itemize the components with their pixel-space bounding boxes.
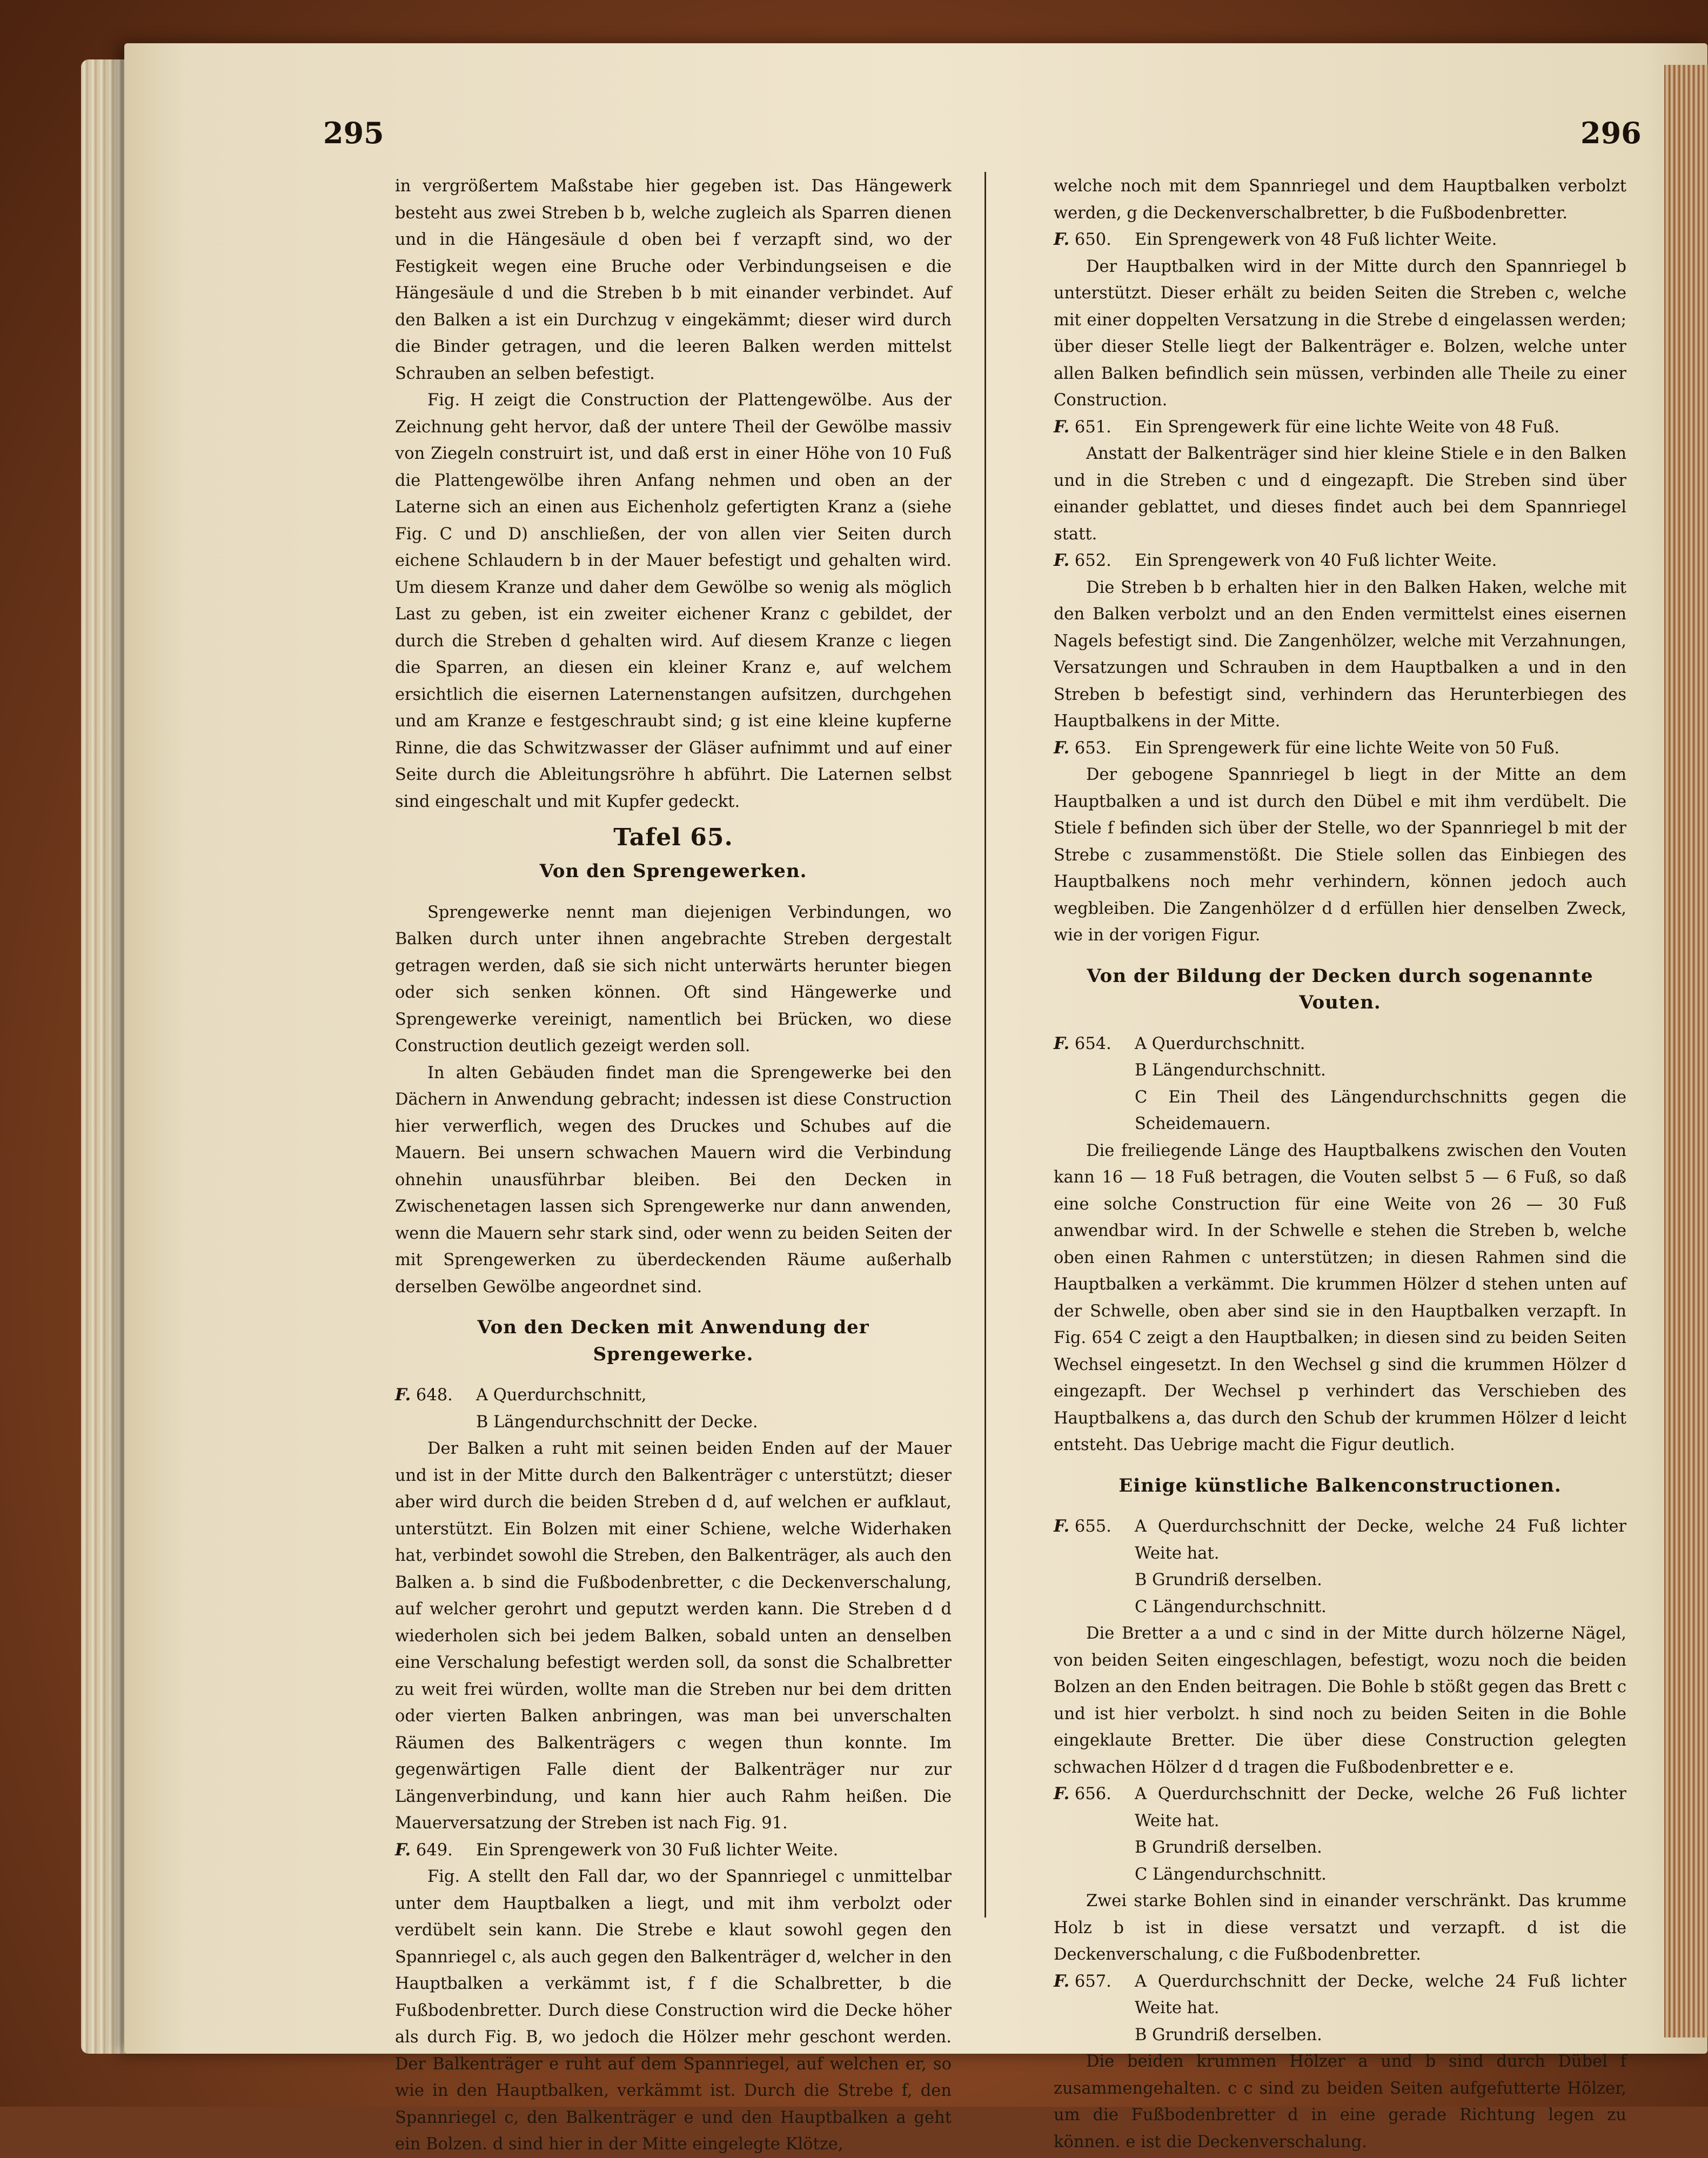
paragraph: welche noch mit dem Spannriegel und dem Hauptbalken verbolzt werden, g die Deckenverschalbretter, b die Fußbodenbretter. [1054,177,1626,223]
entry-body: Fig. A stellt den Fall dar, wo der Spannriegel c unmittelbar unter dem Hauptbalken a liegt, und mit ihm verbolzt oder verdübelt sein kann. Die Strebe e klaut sowohl gegen den Spannriegel c, als auch gegen den Balkenträger d, welcher in den Hauptbalken a verkämmt ist, f f die Schalbretter, b die Fußbodenbretter. Durch diese Construction wird die Decke höher als durch Fig. B, wo jedoch die Hölzer mehr geschont werden. Der Balkenträger e ruht auf dem Spannriegel, auf welchen er, so wie in den Hauptbalken, verkämmt ist. Durch die Strebe f, den Spannriegel c, den Balkenträger e und den Hauptbalken a geht ein Bolzen. d sind hier in der Mitte eingelegte Klötze, [395,1867,952,2154]
entry-body: Zwei starke Bohlen sind in einander verschränkt. Das krumme Holz b ist in diese versatzt und verzapft. d ist die Deckenverschalung, c die Fußbodenbretter. [1054,1892,1626,1964]
section-title: Von den Sprengewerken. [539,860,807,882]
left-column [395,173,952,2158]
entry-body: Der Hauptbalken wird in der Mitte durch den Spannriegel b unterstützt. Dieser erhält zu beiden Seiten die Streben c, welche mit einer doppelten Versatzung in die Strebe d eingelassen werden; über dieser Stelle liegt der Balkenträger e. Bolzen, welche unter allen Balken befindlich sein müssen, verbinden alle Theile zu einer Construction. [1054,257,1626,410]
figure-entry [1054,1968,1626,2049]
figure-label: F. 653. [1054,738,1111,758]
entry-line: B Grundriß derselben. [1135,2025,1322,2045]
entry-body: Die Bretter a a und c sind in der Mitte durch hölzerne Nägel, von beiden Seiten eingeschlagen, befestigt, wozu noch die beiden Bolzen an den Enden beitragen. Die Bohle b stößt gegen das Brett c und ist hier verbolzt. h sind noch zu beiden Seiten in die Bohle eingeklaute Bretter. Die über diese Construction gelegten schwachen Hölzer d d tragen die Fußbodenbretter e e. [1054,1624,1626,1777]
entry-line: Ein Sprengewerk von 48 Fuß lichter Weite. [1135,230,1497,249]
entry-line: Ein Sprengewerk für eine lichte Weite von 48 Fuß. [1135,417,1560,437]
figure-entry [1054,735,1626,762]
entry-line: B Längendurchschnitt. [1135,1061,1326,1080]
figure-label: F. 654. [1054,1033,1111,1053]
entry-line: B Grundriß derselben. [1135,1838,1322,1857]
figure-label: F. 655. [1054,1516,1111,1536]
section-title: Von der Bildung der Decken durch sogenannte Vouten. [1087,965,1593,1013]
entry-line: A Querdurchschnitt der Decke, welche 26 Fuß lichter Weite hat. [1135,1785,1626,1830]
entry-line: Ein Sprengewerk von 30 Fuß lichter Weite. [476,1840,839,1860]
page-number-right: 296 [1580,116,1642,150]
tafel-title: Tafel 65. [613,824,733,851]
figure-entry [1054,1031,1626,1138]
figure-entry [395,1837,952,1864]
entry-line: A Querdurchschnitt der Decke, welche 24 Fuß lichter Weite hat. [1135,1517,1626,1563]
entry-line: A Querdurchschnitt, [476,1386,647,1405]
section-title: Von den Decken mit Anwendung der Sprengewerke. [477,1317,869,1365]
entry-line: C Längendurchschnitt. [1135,1597,1327,1616]
figure-entry [1054,1781,1626,1888]
entry-body: Der gebogene Spannriegel b liegt in der Mitte an dem Hauptbalken a und ist durch den Dübel e mit ihm verdübelt. Die Stiele f befinden sich über der Stelle, wo der Spannriegel b mit der Strebe c zusammenstößt. Die Stiele sollen das Einbiegen des Hauptbalkens noch mehr verhindern, können jedoch auch wegbleiben. Die Zangenhölzer d d erfüllen hier denselben Zweck, wie in der vorigen Figur. [1054,765,1626,945]
entry-line: B Grundriß derselben. [1135,1571,1322,1589]
entry-line: B Längendurchschnitt der Decke. [476,1412,758,1432]
entry-body: Die Streben b b erhalten hier in den Balken Haken, welche mit den Balken verbolzt und an den Enden vermittelst eines eisernen Nagels befestigt sind. Die Zangenhölzer, welche mit Verzahnungen, Versatzungen und Schrauben in dem Hauptbalken a und in den Streben b befestigt sind, verhindern das Herunterbiegen des Hauptbalkens in der Mitte. [1054,578,1626,731]
entry-body: Der Balken a ruht mit seinen beiden Enden auf der Mauer und ist in der Mitte durch den Balkenträger c unterstützt; dieser aber wird durch die beiden Streben d d, auf welchen er aufklaut, unterstützt. Ein Bolzen mit einer Schiene, welche Widerhaken hat, verbindet sowohl die Streben, den Balkenträger, als auch den Balken a. b sind die Fußbodenbretter, c die Deckenverschalung, auf welcher gerohrt und geputzt werden kann. Die Streben d d wiederholen sich bei jedem Balken, sobald unten an denselben eine Verschalung befestigt werden soll, da sonst die Schalbretter zu weit frei würden, wollte man die Streben nur bei dem dritten oder vierten Balken anbringen, was man bei unverschalten Räumen des Balkenträgers c wegen thun konnte. Im gegenwärtigen Falle dient der Balkenträger nur zur Längenverbindung, und kann hier auch Rahm heißen. Die Mauerversatzung der Streben ist nach Fig. 91. [395,1439,952,1833]
figure-label: F. 649. [395,1840,453,1860]
figure-entry [1054,414,1626,441]
entry-body: Die beiden krummen Hölzer a und b sind durch Dübel f zusammengehalten. c c sind zu beiden Seiten aufgefutterte Hölzer, um die Fußbodenbretter d in eine gerade Richtung legen zu können. e ist die Deckenverschalung. [1054,2052,1626,2152]
page-number-left: 295 [323,116,384,150]
paragraph: In alten Gebäuden findet man die Sprengewerke bei den Dächern in Anwendung gebracht; indessen ist diese Construction hier verwerflich, wegen des Druckes und Schubes auf die Mauern. Bei unsern schwachen Mauern wird die Verbindung ohnehin unausführbar bleiben. Bei den Decken in Zwischenetagen lassen sich Sprengewerke nur dann anwenden, wenn die Mauern sehr stark sind, oder wenn zu beiden Seiten der mit Sprengewerken zu überdeckenden Räume außerhalb derselben Gewölbe angeordnet sind. [395,1063,952,1297]
figure-entry [1054,547,1626,574]
figure-entry [1054,1513,1626,1620]
entry-line: C Ein Theil des Längendurchschnitts gegen die Scheidemauern. [1135,1087,1626,1133]
entry-body: Die freiliegende Länge des Hauptbalkens zwischen den Vouten kann 16 — 18 Fuß betragen, die Vouten selbst 5 — 6 Fuß, so daß eine solche Construction für eine Weite von 26 — 30 Fuß anwendbar wird. In der Schwelle e stehen die Streben b, welche oben einen Rahmen c unterstützen; in diesen Rahmen sind die Hauptbalken a verkämmt. Die krummen Hölzer d stehen unten auf der Schwelle, oben aber sind sie in den Hauptbalken verzapft. In Fig. 654 C zeigt a den Hauptbalken; in diesen sind zu beiden Seiten Wechsel eingesetzt. In den Wechsel g sind die krummen Hölzer d eingezapft. Der Wechsel p verhindert das Verschieben des Hauptbalkens a, das durch den Schub der krummen Hölzer d leicht entsteht. Das Uebrige macht die Figur deutlich. [1054,1141,1626,1454]
entry-line: A Querdurchschnitt. [1135,1034,1305,1053]
column-divider [984,172,986,1918]
figure-label: F. 650. [1054,230,1111,249]
entry-line: Ein Sprengewerk von 40 Fuß lichter Weite. [1135,551,1497,570]
entry-line: A Querdurchschnitt der Decke, welche 24 Fuß lichter Weite hat. [1135,1972,1626,2017]
paragraph: Fig. H zeigt die Construction der Plattengewölbe. Aus der Zeichnung geht hervor, daß der untere Theil der Gewölbe massiv von Ziegeln construirt ist, und daß erst in einer Höhe von 10 Fuß die Plattengewölbe ihren Anfang nehmen und oben an der Laterne sich an einen aus Eichenholz gefertigten Kranz a (siehe Fig. C und D) anschließen, der von allen vier Seiten durch eichene Schlaudern b in der Mauer befestigt und gehalten wird. Um diesem Kranze und daher dem Gewölbe so wenig als möglich Last zu geben, ist ein zweiter eichener Kranz c gebildet, der durch die Streben d gehalten wird. Auf diesem Kranze c liegen die Sparren, an diesen ein kleiner Kranz e, auf welchem ersichtlich die eisernen Laternenstangen aufsitzen, durchgehen und am Kranze e festgeschraubt sind; g ist eine kleine kupferne Rinne, die das Schwitzwasser der Gläser aufnimmt und auf einer Seite durch die Ableitungsröhre h abführt. Die Laternen selbst sind eingeschalt und mit Kupfer gedeckt. [395,391,952,811]
figure-label: F. 656. [1054,1784,1111,1803]
section-title: Einige künstliche Balkenconstructionen. [1118,1474,1562,1496]
entry-line: Ein Sprengewerk für eine lichte Weite von 50 Fuß. [1135,738,1560,758]
right-column [1054,173,1626,2155]
figure-label: F. 651. [1054,417,1111,437]
page-edges-right [1664,65,1708,2037]
figure-entry [395,1382,952,1435]
paragraph: Sprengewerke nennt man diejenigen Verbindungen, wo Balken durch unter ihnen angebrachte Streben dergestalt getragen werden, daß sie sich nicht unterwärts herunter biegen oder sich senken können. Oft sind Hängewerke und Sprengewerke vereinigt, namentlich bei Brücken, wo diese Construction deutlich gezeigt werden soll. [395,903,952,1055]
figure-label: F. 648. [395,1385,453,1405]
entry-line: C Längendurchschnitt. [1135,1865,1327,1884]
paragraph: in vergrößertem Maßstabe hier gegeben ist. Das Hängewerk besteht aus zwei Streben b b, welche zugleich als Sparren dienen und in die Hängesäule d oben bei f verzapft sind, wo der Festigkeit wegen eine Bruche oder Verbindungseisen e die Hängesäule d und die Streben b b mit einander verbindet. Auf den Balken a ist ein Durchzug v eingekämmt; dieser wird durch die Binder getragen, und die leeren Balken werden mittelst Schrauben an selben befestigt. [395,177,952,383]
entry-body: Anstatt der Balkenträger sind hier kleine Stiele e in den Balken und in die Streben c und d eingezapft. Die Streben sind über einander geblattet, und dieses findet auch bei dem Spannriegel statt. [1054,444,1626,544]
figure-entry [1054,226,1626,253]
figure-label: F. 657. [1054,1971,1111,1991]
figure-label: F. 652. [1054,551,1111,570]
